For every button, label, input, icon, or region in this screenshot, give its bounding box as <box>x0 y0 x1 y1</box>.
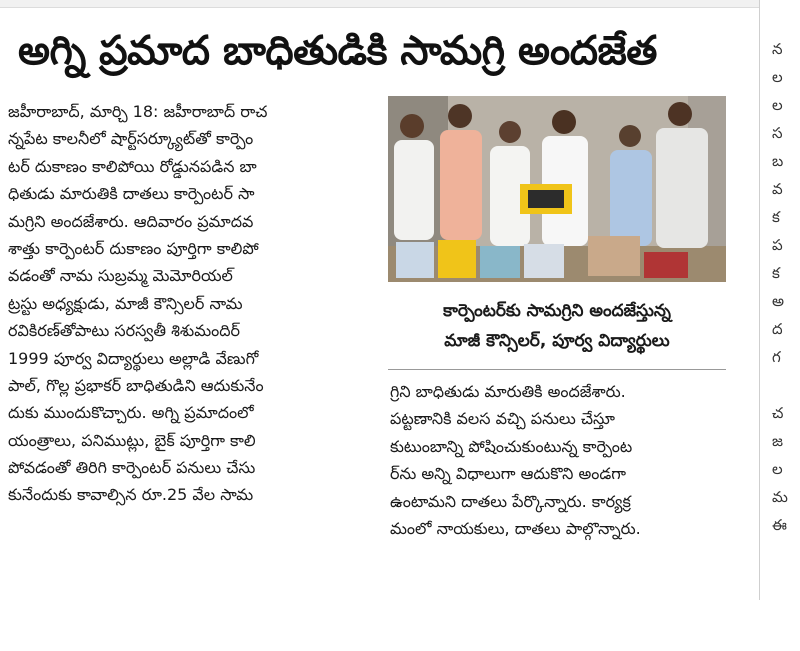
body-line: గ్రిని బాధితుడు మారుతికి అందజేశారు. <box>390 382 626 401</box>
fragment-glyph: క <box>772 208 780 226</box>
body-line: ర్‌ను అన్ని విధాలుగా ఆదుకొని అండగా <box>390 464 626 484</box>
body-line: ట్రస్టు అధ్యక్షుడు, మాజీ కౌన్సిలర్ నామ <box>8 293 243 313</box>
caption-line: కార్పెంటర్‌కు సామగ్రిని అందజేస్తున్న <box>443 301 671 321</box>
body-line: ధితుడు మారుతికి దాతలు కార్పెంటర్ సా <box>8 184 255 204</box>
body-line: ఉంటామని దాతలు పేర్కొన్నారు. కార్యక్ర <box>390 491 631 511</box>
fragment-glyph: క <box>772 264 780 282</box>
fragment-glyph: జ <box>772 432 783 450</box>
body-line: 1999 పూర్వ విద్యార్థులు అల్లాడి వేణుగో <box>8 348 259 368</box>
column-divider <box>759 0 760 600</box>
fragment-glyph: చ <box>772 404 784 422</box>
article-body-right <box>390 378 730 542</box>
fragment-glyph: ల <box>772 460 783 478</box>
fragment-glyph: ప <box>772 236 783 254</box>
body-line: మగ్రిని అందజేశారు. ఆదివారం ప్రమాదవ <box>8 211 254 231</box>
body-line: న్నపేట కాలనీలో షార్ట్‌సర్క్యూట్‌తో కార్పెం <box>8 129 254 149</box>
fragment-glyph: మ <box>772 488 788 506</box>
body-line: దుకు ముందుకొచ్చారు. అగ్ని ప్రమాదంలో <box>8 403 254 423</box>
body-line: యంత్రాలు, పనిముట్లు, బైక్ పూర్తిగా కాలి <box>8 430 256 450</box>
fragment-glyph: ద <box>772 320 783 338</box>
fragment-glyph: వ <box>772 180 783 198</box>
body-line: రవికిరణ్‌తోపాటు సరస్వతీ శిశుమందిర్ <box>8 321 241 341</box>
article-photo <box>388 96 726 282</box>
body-line: పాల్, గొల్ల ప్రభాకర్ బాధితుడిని ఆదుకునేం <box>8 375 264 395</box>
top-column-rule <box>0 0 760 8</box>
adjacent-column-fragment <box>762 0 800 600</box>
headline: అగ్ని ప్రమాద బాధితుడికి సామగ్రి అందజేత <box>18 28 657 74</box>
caption-line: మాజీ కౌన్సిలర్, పూర్వ విద్యార్థులు <box>444 331 670 351</box>
body-line: వడంతో నామ సుబ్రమ్మ మెమోరియల్ <box>8 266 233 286</box>
body-line: టర్ దుకాణం కాలిపోయి రోడ్డునపడిన బా <box>8 156 257 176</box>
fragment-glyph: ల <box>772 96 783 114</box>
fragment-glyph: గ <box>772 348 781 366</box>
fragment-glyph: బ <box>772 152 784 170</box>
fragment-glyph: ఈ <box>772 516 787 534</box>
fragment-glyph: ల <box>772 68 783 86</box>
body-line: పట్టణానికి వలస వచ్చి పనులు చేస్తూ <box>390 409 615 429</box>
fragment-glyph: స <box>772 124 783 142</box>
body-line: కుటుంబాన్ని పోషించుకుంటున్న కార్పెంట <box>390 436 633 456</box>
body-line: కునేందుకు కావాల్సిన రూ.25 వేల సామ <box>8 485 254 505</box>
body-line: శాత్తు కార్పెంటర్ దుకాణం పూర్తిగా కాలిపో <box>8 238 259 258</box>
body-line: పోవడంతో తిరిగి కార్పెంటర్ పనులు చేసు <box>8 458 256 478</box>
article-body-left <box>8 98 374 509</box>
fragment-glyph: న <box>772 40 783 58</box>
body-line: జహీరాబాద్, మార్చి 18: జహీరాబాద్ రాచ <box>8 102 268 121</box>
fragment-glyph: అ <box>772 292 785 310</box>
photo-caption <box>388 290 726 370</box>
body-line: మంలో నాయకులు, దాతలు పాల్గొన్నారు. <box>390 518 641 538</box>
